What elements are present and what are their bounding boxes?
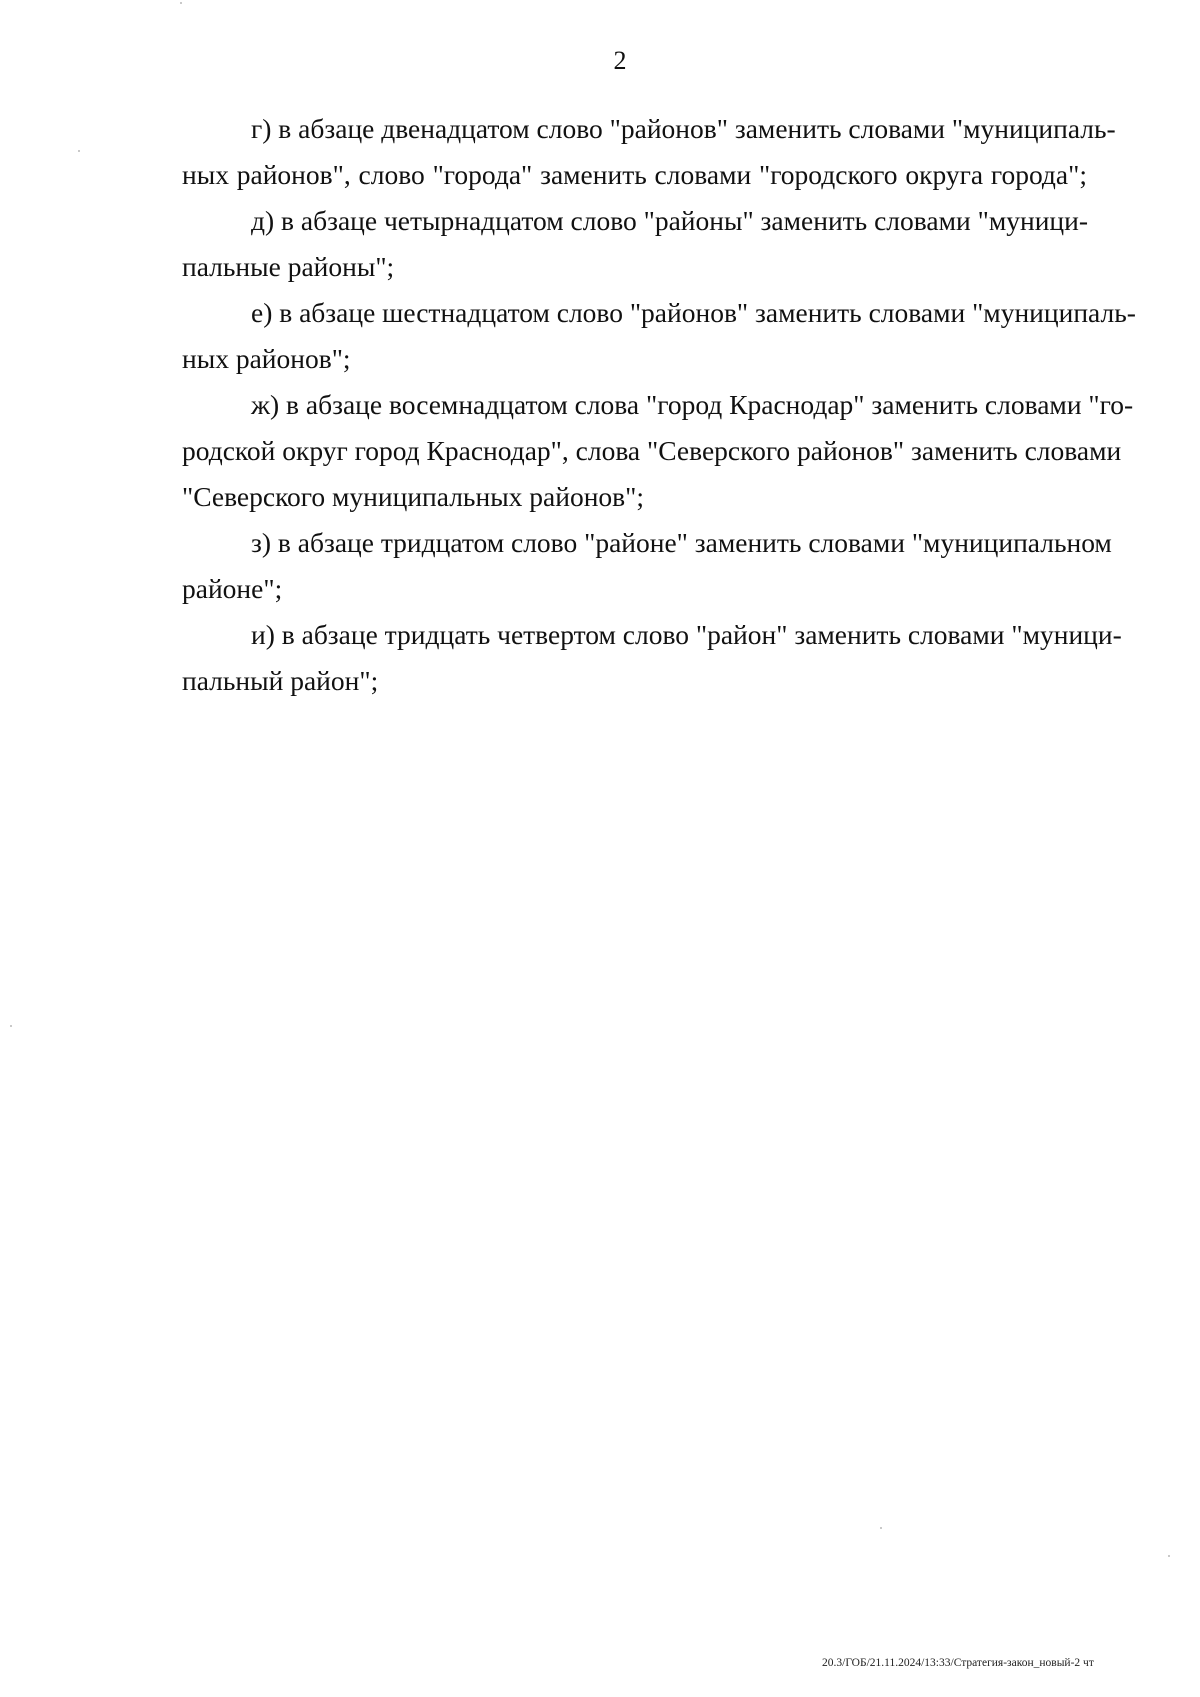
paragraph-line: и) в абзаце тридцать четвертом слово "район" заменить словами "муници- <box>251 619 1122 650</box>
scan-speck <box>880 1527 882 1529</box>
document-registration-stamp: 20.3/ГОБ/21.11.2024/13:33/Стратегия-закон_новый-2 чт <box>822 1657 1094 1669</box>
paragraph-g <box>182 106 1116 198</box>
paragraph-line: ных районов", слово "города" заменить словами "городского округа города"; <box>182 159 1087 190</box>
paragraph-d <box>182 198 1087 290</box>
paragraph-line: ж) в абзаце восемнадцатом слова "город Краснодар" заменить словами "го- <box>251 389 1134 420</box>
paragraph-zh <box>182 382 1134 520</box>
paragraph-line: д) в абзаце четырнадцатом слово "районы" заменить словами "муници- <box>251 205 1089 236</box>
paragraph-line: пальные районы"; <box>182 251 395 282</box>
paragraph-line: родской округ город Краснодар", слова "Северского районов" заменить словами <box>182 435 1122 466</box>
paragraph-z <box>182 520 1112 612</box>
scan-speck <box>10 1025 12 1027</box>
page-number: 2 <box>613 46 627 75</box>
paragraph-line: "Северского муниципальных районов"; <box>182 481 645 512</box>
scan-speck <box>78 150 80 152</box>
paragraph-i <box>182 612 1122 704</box>
scan-speck <box>1168 1555 1170 1557</box>
paragraph-line: пальный район"; <box>182 665 379 696</box>
paragraph-line: ных районов"; <box>182 343 351 374</box>
paragraph-line: з) в абзаце тридцатом слово "районе" заменить словами "муниципальном <box>251 527 1112 558</box>
scan-speck <box>180 2 182 4</box>
document-body <box>182 106 1136 704</box>
paragraph-line: е) в абзаце шестнадцатом слово "районов" заменить словами "муниципаль- <box>251 297 1136 328</box>
paragraph-line: районе"; <box>182 573 283 604</box>
paragraph-e <box>182 290 1136 382</box>
paragraph-line: г) в абзаце двенадцатом слово "районов" заменить словами "муниципаль- <box>251 113 1116 144</box>
